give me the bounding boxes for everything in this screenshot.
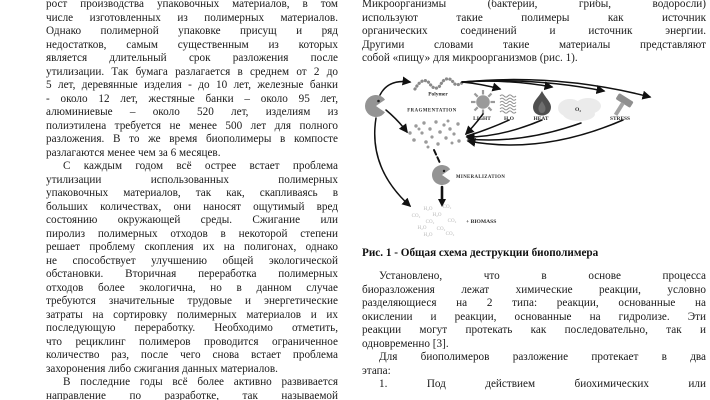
text-line: обстановки. Вторичная переработка полимерных	[46, 268, 338, 280]
text-line: не способствует улучшению общей экологической	[46, 254, 338, 267]
text-line: биоразложения лежат химические реакции, условно	[362, 283, 706, 296]
text-line: требуются значительные трудовые и энергетические	[46, 295, 338, 307]
o2-label: O₂	[574, 106, 582, 113]
text-line: Другими словами такие материалы представляют	[362, 38, 706, 51]
mineralization-products	[412, 205, 457, 238]
product-molecule-label: CO₂	[436, 226, 446, 232]
mineralization-microbe-icon	[432, 165, 450, 185]
product-molecule-label: CO₂	[411, 213, 421, 219]
text-line: 5 лет, деревянные изделия - до 10 лет, железные банки	[46, 79, 338, 91]
text-line: направление по разработке, так называемой	[46, 389, 338, 400]
text-line: окислении и реакции, основанные на гидролизе. Эти	[362, 310, 706, 323]
text-line: состоянию окружающей среды. Сжигание или	[46, 214, 338, 226]
stress-label: STRESS	[609, 115, 631, 122]
text-line: утилизации. Так бумага разлагается в среднем от 2 до	[46, 65, 338, 78]
text-line: разложения. В то же время биополимеры в компосте	[46, 133, 338, 145]
heat-label: HEAT	[533, 115, 549, 122]
product-molecule-label: H₂O	[432, 212, 442, 218]
product-molecule-label: H₂O	[423, 206, 433, 212]
text-line: Для биополимеров разложение протекает в два	[379, 351, 706, 363]
sun-icon	[471, 90, 495, 114]
text-line: недостатков, самым существенным из которых	[46, 38, 338, 51]
light-label: LIGHT	[473, 115, 491, 122]
text-line: последующую переработку. Необходимо отметить,	[46, 322, 338, 334]
text-line: утилизации использованных полимерных	[46, 173, 338, 186]
text-line: одновременно [3].	[362, 337, 449, 350]
text-line: решает проблему скопления их на полигонах, однако	[46, 241, 338, 253]
text-line: рост производства упаковочных материалов, в том	[46, 0, 338, 10]
product-molecule-label: CO₂	[442, 204, 452, 210]
text-line: 1. Под действием биохимических или	[379, 378, 706, 390]
h2o-label: H₂O	[503, 115, 515, 122]
text-line: используют такие полимеры как источник	[362, 11, 706, 24]
text-line: захоронения либо сжигания данных материалов.	[46, 362, 278, 375]
text-line: затраты на сортировку полимерных материалов и их	[46, 308, 338, 321]
text-line: числе изготовленных из полимерных материалов.	[46, 11, 338, 24]
polymer-fragments	[408, 119, 460, 148]
figure-1	[362, 76, 706, 238]
right-text-column	[362, 0, 706, 392]
text-line: Однако полимерной упаковке присущ и ряд	[46, 25, 338, 37]
polymer-chain-icon	[415, 78, 463, 88]
text-line: - около 12 лет, жестяные банки – около 95 лет,	[46, 92, 338, 105]
biopolymer-destruction-diagram	[362, 76, 706, 238]
text-line: разделяющиеся на 2 типа: реакции, основанные на	[362, 297, 706, 309]
text-line: реакции могут протекать как последовательно, так и	[362, 324, 706, 336]
product-molecule-label: CO₂	[447, 218, 457, 224]
product-molecule-label: H₂O	[417, 225, 427, 231]
left-text-column	[46, 0, 338, 400]
text-line: разлагаются менее чем за 6 месяцев.	[46, 146, 221, 159]
text-line: В последние годы всё более активно развивается	[63, 376, 338, 388]
microorganism-icon	[365, 95, 385, 117]
text-line: собой «пищу» для микроорганизмов (рис. 1).	[362, 52, 578, 64]
text-line: полиэтилена требуется не менее 500 лет для полного	[46, 119, 338, 132]
product-molecule-label: CO₂	[425, 219, 435, 225]
water-icon	[500, 94, 516, 112]
text-line: этапа:	[362, 364, 391, 377]
product-molecule-label: CO₂	[445, 231, 455, 237]
fragmentation-label: FRAGMENTATION	[407, 108, 457, 113]
text-line: Установлено, что в основе процесса	[379, 270, 706, 282]
text-line: алюминиевые – около 520 лет, изделиям из	[46, 106, 338, 118]
biomass-label: + BIOMASS	[466, 218, 497, 225]
text-line: является длительный срок разложения после	[46, 52, 338, 64]
text-line: количество раз, после чего снова встает проблема	[46, 349, 338, 361]
text-line: отходов более экологична, но в данном случае	[46, 281, 338, 294]
text-line: больших количествах, они наносят ощутимый вред	[46, 200, 338, 213]
product-molecule-label: H₂O	[423, 232, 433, 238]
right-body-paragraphs	[362, 270, 706, 392]
right-intro-paragraph	[362, 0, 706, 66]
text-line: С каждым годом всё острее встает проблема	[63, 160, 338, 172]
text-line: органических соединений и источник энергии.	[362, 25, 706, 37]
text-line: упаковочных материалов, так как, скапливаясь в	[46, 187, 338, 199]
figure-caption: Рис. 1 - Общая схема деструкции биополимера	[362, 246, 599, 259]
polymer-label: Polymer	[428, 91, 448, 97]
text-line: пиролиз полимерных отходов в некоторой степени	[46, 227, 338, 240]
text-line: Микроорганизмы (бактерии, грибы, водоросли)	[362, 0, 706, 10]
diagram-arrows	[375, 79, 650, 205]
mineralization-label: MINERALIZATION	[456, 174, 506, 180]
text-line: что рециклинг полимеров проводится ограниченное	[46, 335, 338, 348]
